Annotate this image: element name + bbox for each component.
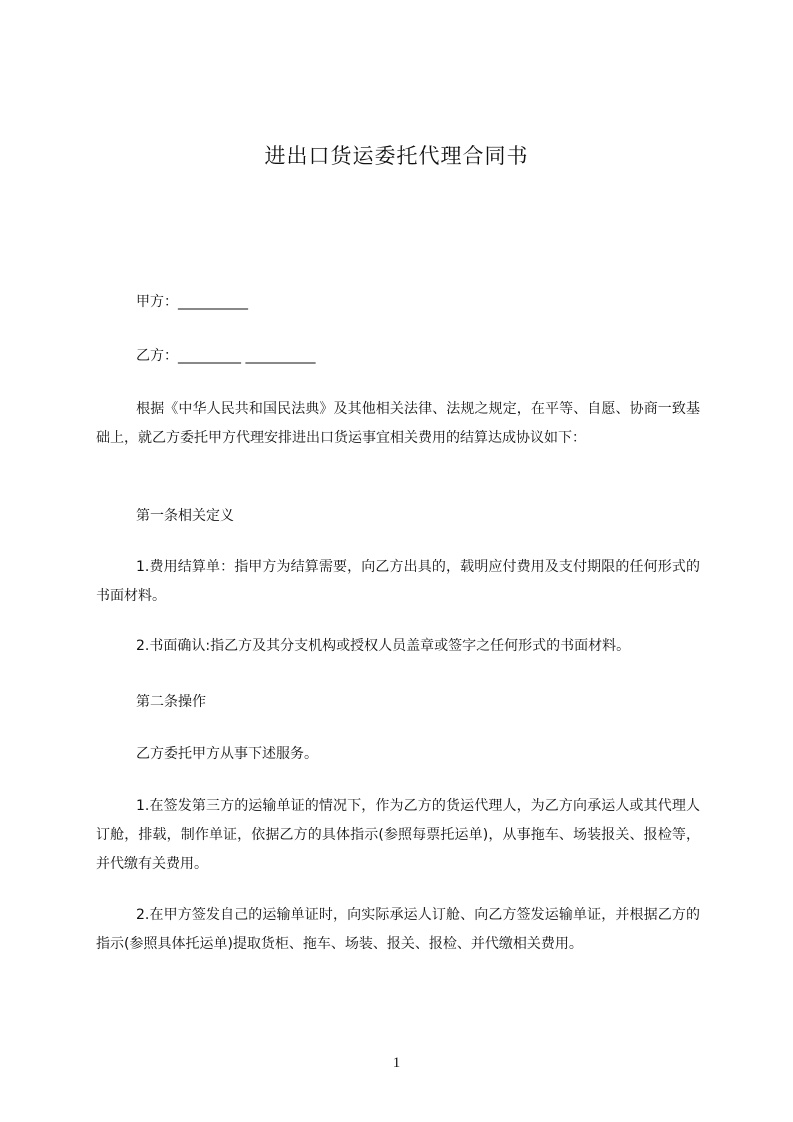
article-2-item-1 bbox=[96, 792, 700, 879]
article-2-item-2 bbox=[96, 901, 700, 959]
document-title: 进出口货运委托代理合同书 bbox=[264, 144, 529, 168]
article-1-item-2-text: 2.书面确认:指乙方及其分支机构或授权人员盖章或签字之任何形式的书面材料。 bbox=[136, 638, 631, 654]
article-1-item-1-text: 1.费用结算单：指甲方为结算需要，向乙方出具的，载明应付费用及支付期限的任何形式的书面材料。 bbox=[96, 559, 700, 604]
party-a-line: 甲方：__________ bbox=[136, 294, 248, 310]
article-2-item-1-text: 1.在签发第三方的运输单证的情况下，作为乙方的货运代理人，为乙方向承运人或其代理人订舱，排载，制作单证，依据乙方的具体指示(参照每票托运单)，从事拖车、场装报关、报检等，并代缴有关费用。 bbox=[96, 798, 700, 872]
article-2-item-2-text: 2.在甲方签发自己的运输单证时，向实际承运人订舱、向乙方签发运输单证，并根据乙方的指示(参照具体托运单)提取货柜、拖车、场装、报关、报检、并代缴相关费用。 bbox=[96, 907, 700, 952]
preamble-text: 根据《中华人民共和国民法典》及其他相关法律、法规之规定，在平等、自愿、协商一致基础上，就乙方委托甲方代理安排进出口货运事宜相关费用的结算达成协议如下： bbox=[96, 401, 700, 446]
page-number: 1 bbox=[392, 1055, 401, 1071]
article-2-heading: 第二条操作 bbox=[136, 694, 206, 710]
article-1-item-1 bbox=[96, 553, 700, 611]
article-2-intro: 乙方委托甲方从事下述服务。 bbox=[136, 746, 318, 762]
party-b-line: 乙方：_________ __________ bbox=[136, 348, 316, 364]
article-1-item-2 bbox=[96, 632, 700, 661]
article-1-heading: 第一条相关定义 bbox=[136, 508, 234, 524]
preamble-paragraph bbox=[96, 395, 700, 453]
